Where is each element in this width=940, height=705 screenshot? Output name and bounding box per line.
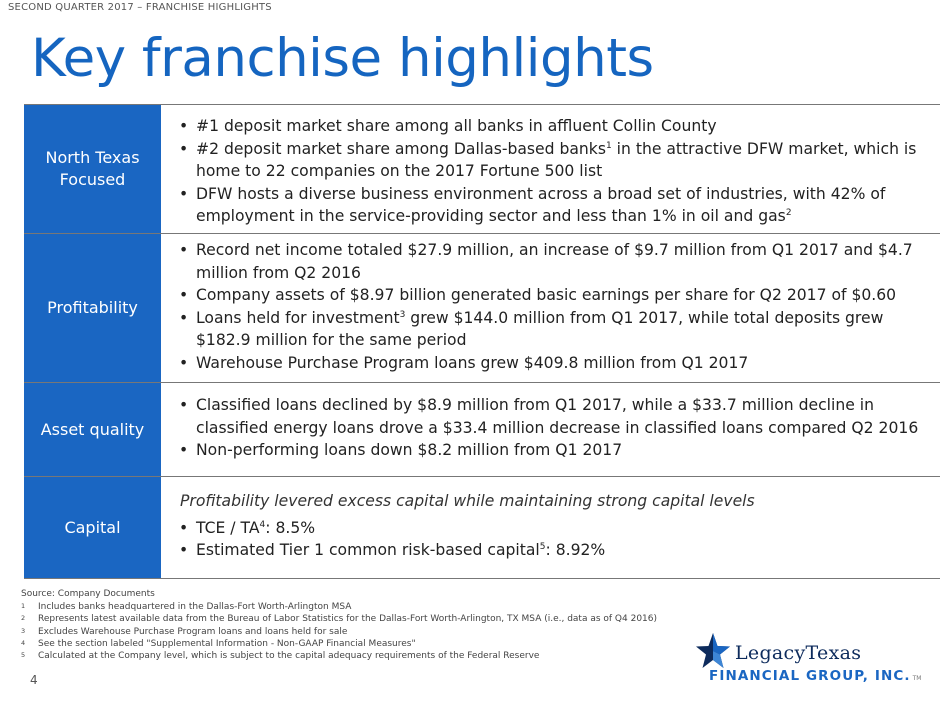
footnote: 4 See the section labeled "Supplemental Information - Non-GAAP Financial Measures" <box>21 638 416 649</box>
table-row-capital <box>24 477 940 579</box>
source-note: Source: Company Documents <box>21 589 155 599</box>
row-label-asset-quality: Asset quality <box>24 383 161 476</box>
page-number: 4 <box>30 673 38 687</box>
footnote-ref: 1 <box>605 140 612 151</box>
bullet-list <box>177 239 932 374</box>
logo-subtitle: FINANCIAL GROUP, INC. TM <box>709 668 922 684</box>
star-icon <box>695 632 731 670</box>
bullet-item: • #1 deposit market share among all banks in affluent Collin County <box>177 115 932 138</box>
table-row-north-texas <box>24 105 940 234</box>
row-body <box>161 477 940 578</box>
footnote: 2 Represents latest available data from the Bureau of Labor Statistics for the Dallas-Fort Worth-Arlington, TX MSA (i.e., data as of Q4 2016) <box>21 614 658 625</box>
bullet-list <box>177 517 932 562</box>
bullet-item: • Record net income totaled $27.9 million, an increase of $9.7 million from Q1 2017 and $4.7 million from Q2 2016 <box>177 239 932 284</box>
bullet-item: • Classified loans declined by $8.9 million from Q1 2017, while a $33.7 million decline in classified energy loans drove a $33.4 million decrease in classified loans compared Q2 2016 <box>177 394 932 439</box>
bullet-item: • DFW hosts a diverse business environment across a broad set of industries, with 42% of employment in the service-providing sector and less than 1% in oil and gas$^2$ <box>177 183 932 228</box>
page-title: Key franchise highlights <box>31 28 654 89</box>
row-body <box>161 234 940 382</box>
footnote-ref: 4 <box>259 519 266 530</box>
footnote-ref: 2 <box>785 207 792 218</box>
footnote: 5 Calculated at the Company level, which is subject to the capital adequacy requirements of the Federal Reserve <box>21 651 540 662</box>
footnote: 3 Excludes Warehouse Purchase Program loans and loans held for sale <box>21 626 348 637</box>
bullet-item: • Non-performing loans down $8.2 million from Q1 2017 <box>177 439 932 462</box>
footnote: 1 Includes banks headquartered in the Dallas-Fort Worth-Arlington MSA <box>21 602 352 613</box>
capital-intro: Profitability levered excess capital while maintaining strong capital levels <box>180 492 755 510</box>
bullet-item: • Warehouse Purchase Program loans grew $409.8 million from Q1 2017 <box>177 352 932 375</box>
footnotes <box>21 588 701 662</box>
bullet-item: • Estimated Tier 1 common risk-based capital$^5$: 8.92% <box>177 539 932 562</box>
bullet-item: • Company assets of $8.97 billion generated basic earnings per share for Q2 2017 of $0.60 <box>177 284 932 307</box>
highlights-table <box>24 104 940 579</box>
table-row-profitability <box>24 234 940 383</box>
row-label-profitability: Profitability <box>24 234 161 382</box>
section-header: SECOND QUARTER 2017 – FRANCHISE HIGHLIGHTS <box>8 2 272 13</box>
row-label-capital: Capital <box>24 477 161 578</box>
footnote-ref: 3 <box>399 309 406 320</box>
bullet-item: • #2 deposit market share among Dallas-based banks$^1$ in the attractive DFW market, which is home to 22 companies on the 2017 Fortune 500 list <box>177 138 932 183</box>
footnote-ref: 5 <box>539 541 546 552</box>
logo-name: LegacyTexas <box>735 642 862 664</box>
bullet-item: • TCE / $TA^4$: 8.5% <box>177 517 932 540</box>
bullet-list <box>177 394 932 462</box>
row-label-north-texas: North Texas Focused <box>24 105 161 233</box>
table-row-asset-quality <box>24 383 940 477</box>
row-body <box>161 105 940 233</box>
company-logo <box>695 630 925 690</box>
row-body <box>161 383 940 476</box>
bullet-list <box>177 115 932 228</box>
bullet-item: • Loans held for investment$^3$ grew $144.0 million from Q1 2017, while total deposits grew $182.9 million for the same period <box>177 307 932 352</box>
